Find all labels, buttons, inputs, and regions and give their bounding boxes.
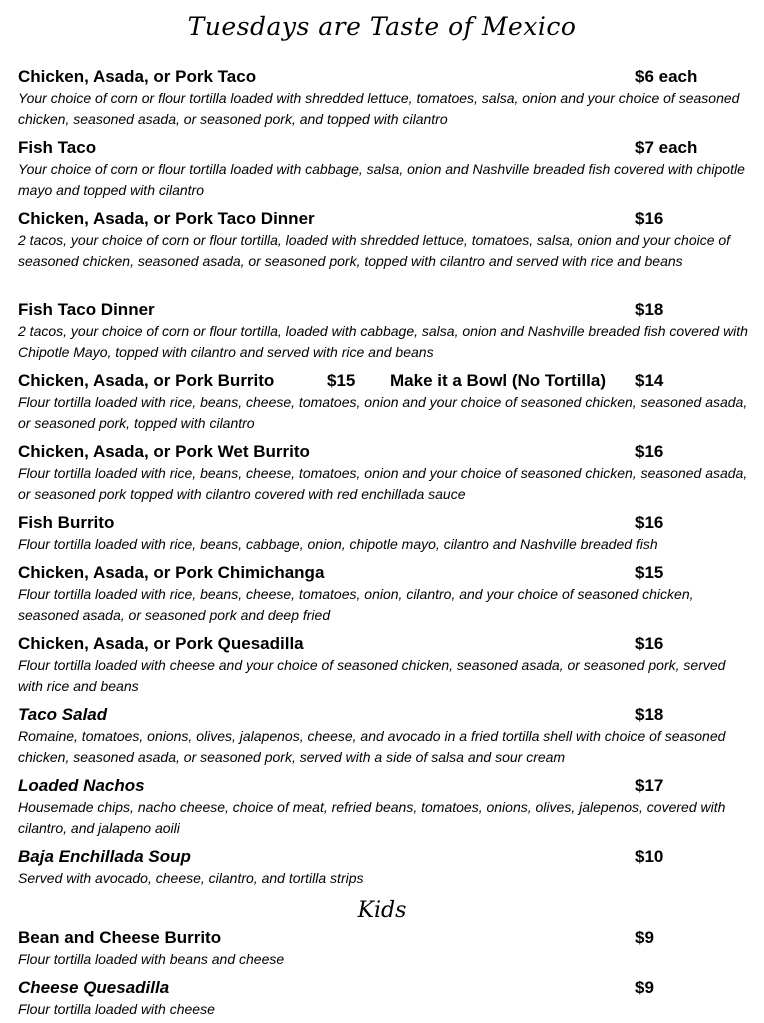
kids-section-title: Kids: [357, 898, 407, 923]
item-description: Flour tortilla loaded with rice, beans, cheese, tomatoes, onion and your choice of seasoned chicken, seasoned asada, or seasoned pork topped with cilantro covered with red enchillada sauce: [18, 465, 748, 502]
item-price: $16: [635, 513, 664, 532]
item-price: $16: [635, 442, 664, 461]
item-name: Fish Burrito: [18, 513, 115, 532]
item-name: Fish Taco Dinner: [18, 300, 155, 319]
item-description: Your choice of corn or flour tortilla loaded with shredded lettuce, tomatoes, salsa, onion and your choice of seasoned chicken, seasoned asada, or seasoned pork, and topped with cilantro: [18, 90, 740, 127]
item-price: $9: [635, 978, 654, 997]
item-name: Cheese Quesadilla: [18, 978, 170, 997]
item-name: Chicken, Asada, or Pork Taco Dinner: [18, 209, 315, 228]
item-price: $15: [635, 563, 664, 582]
item-name: Chicken, Asada, or Pork Burrito: [18, 371, 275, 390]
item-description: 2 tacos, your choice of corn or flour tortilla, loaded with shredded lettuce, tomatoes, salsa, onion and your choice of seasoned chicken, seasoned asada, or seasoned pork, topped with cilantro and served with rice and beans: [18, 232, 731, 269]
menu-item: [18, 209, 748, 271]
menu-item: [18, 300, 748, 362]
menu-item: [18, 67, 748, 129]
item-description: Your choice of corn or flour tortilla loaded with cabbage, salsa, onion and Nashville breaded fish covered with chipotle mayo and topped with cilantro: [18, 161, 745, 198]
item-name: Fish Taco: [18, 138, 97, 157]
menu-item: [18, 705, 748, 767]
item-description: Flour tortilla loaded with rice, beans, cheese, tomatoes, onion, cilantro, and your choice of seasoned chicken, seasoned asada, or seasoned pork and deep fried: [18, 586, 694, 623]
menu-title: Tuesdays are Taste of Mexico: [187, 12, 577, 41]
item-name: Loaded Nachos: [18, 776, 145, 795]
menu-item: [18, 442, 748, 504]
item-price: $18: [635, 300, 664, 319]
item-description: Flour tortilla loaded with cheese: [18, 1001, 215, 1017]
item-price: $18: [635, 705, 664, 724]
item-description: Served with avocado, cheese, cilantro, and tortilla strips: [18, 870, 364, 886]
menu-item: [18, 513, 748, 555]
item-description: Romaine, tomatoes, onions, olives, jalapenos, cheese, and avocado in a fried tortilla shell with choice of seasoned chicken, seasoned asada, or seasoned pork, served with a side of salsa and sour cream: [18, 728, 726, 765]
item-option: Make it a Bowl (No Tortilla): [390, 371, 606, 390]
item-price: $7 each: [635, 138, 698, 157]
item-name: Baja Enchillada Soup: [18, 847, 191, 866]
item-description: Flour tortilla loaded with beans and cheese: [18, 951, 285, 967]
item-price-regular: $15: [327, 371, 356, 390]
item-description: Flour tortilla loaded with rice, beans, cabbage, onion, chipotle mayo, cilantro and Nashville breaded fish: [18, 536, 658, 552]
item-price: $10: [635, 847, 664, 866]
kids-menu-item: [18, 978, 748, 1020]
item-price: $16: [635, 634, 664, 653]
menu-item: [18, 776, 748, 838]
item-price: $14: [635, 371, 664, 390]
item-price: $17: [635, 776, 664, 795]
item-name: Bean and Cheese Burrito: [18, 928, 222, 947]
item-price: $9: [635, 928, 654, 947]
item-name: Chicken, Asada, or Pork Taco: [18, 67, 257, 86]
item-description: 2 tacos, your choice of corn or flour tortilla, loaded with cabbage, salsa, onion and Nashville breaded fish covered with Chipotle Mayo, topped with cilantro and served with rice and beans: [18, 323, 748, 360]
item-name: Chicken, Asada, or Pork Wet Burrito: [18, 442, 310, 461]
kids-menu-item: [18, 928, 748, 970]
item-price: $6 each: [635, 67, 698, 86]
item-price: $16: [635, 209, 664, 228]
item-description: Housemade chips, nacho cheese, choice of meat, refried beans, tomatoes, onions, olives, jalepenos, covered with cilantro, and jalapeno aoili: [18, 799, 726, 836]
menu-item: [18, 371, 748, 433]
item-name: Chicken, Asada, or Pork Chimichanga: [18, 563, 325, 582]
menu-item: [18, 563, 748, 625]
item-description: Flour tortilla loaded with rice, beans, cheese, tomatoes, onion and your choice of seasoned chicken, seasoned asada, or seasoned pork, topped with cilantro: [18, 394, 748, 431]
item-name: Taco Salad: [18, 705, 108, 724]
item-description: Flour tortilla loaded with cheese and your choice of seasoned chicken, seasoned asada, or seasoned pork, served with rice and beans: [18, 657, 726, 694]
menu-item: [18, 138, 748, 200]
item-name: Chicken, Asada, or Pork Quesadilla: [18, 634, 304, 653]
menu-item: [18, 634, 748, 696]
menu-item: [18, 847, 748, 889]
